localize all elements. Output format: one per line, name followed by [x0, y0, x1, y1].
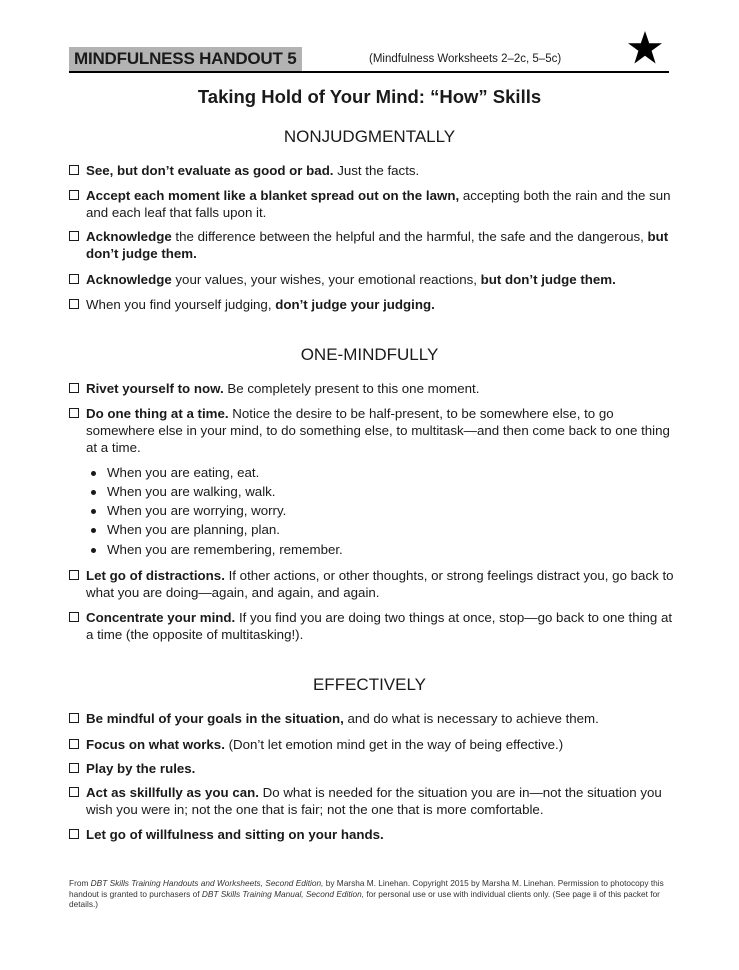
checklist-item: When you find yourself judging, don’t judge your judging.	[69, 296, 679, 313]
checklist-item: See, but don’t evaluate as good or bad. Just the facts.	[69, 162, 679, 179]
checkbox-icon	[69, 299, 79, 309]
page-title: Taking Hold of Your Mind: “How” Skills	[197, 86, 542, 107]
list-item: When you are remembering, remember.	[91, 541, 651, 558]
checkbox-icon	[69, 763, 79, 773]
checkbox-icon	[69, 383, 79, 393]
checkbox-icon	[69, 829, 79, 839]
checkbox-icon	[69, 231, 79, 241]
checklist-item: Rivet yourself to now. Be completely present to this one moment.	[69, 380, 679, 397]
bullet-icon	[91, 548, 96, 553]
worksheet-reference: (Mindfulness Worksheets 2–2c, 5–5c)	[369, 53, 562, 65]
checklist-item: Acknowledge your values, your wishes, your emotional reactions, but don’t judge them.	[69, 271, 679, 288]
checkbox-icon	[69, 408, 79, 418]
checklist-item: Play by the rules.	[69, 760, 679, 777]
handout-label: MINDFULNESS HANDOUT 5	[74, 49, 297, 68]
checklist-item: Accept each moment like a blanket spread out on the lawn, accepting both the rain and the sun and each leaf that falls upon it.	[69, 187, 679, 221]
checklist-item: Concentrate your mind. If you find you are doing two things at once, stop—go back to one thing at a time (the opposite of multitasking!).	[69, 609, 679, 643]
bullet-icon	[91, 490, 96, 495]
checkbox-icon	[69, 713, 79, 723]
list-item: When you are planning, plan.	[91, 521, 651, 538]
list-item: When you are walking, walk.	[91, 483, 651, 500]
checklist-item: Let go of distractions. If other actions, or other thoughts, or strong feelings distract you, go back to what you are doing—again, and again, and again.	[69, 567, 679, 601]
checklist-item: Do one thing at a time. Notice the desire to be half-present, to be somewhere else, to go somewhere else in your mind, to do something else, to multitask—and then come back to one thing at a time.	[69, 405, 679, 456]
bullet-icon	[91, 509, 96, 514]
copyright-footer: From DBT Skills Training Handouts and Worksheets, Second Edition, by Marsha M. Linehan. Copyright 2015 by Marsha M. Linehan. Permission to photocopy this handout is granted to purchasers of DBT Skills Training Manual, Second Edition, for personal use or use with individual clients only. (See page ii of this packet for details.)	[69, 878, 664, 909]
checkbox-icon	[69, 165, 79, 175]
checklist-item: Focus on what works. (Don’t let emotion mind get in the way of being effective.)	[69, 736, 679, 753]
handout-label-box	[69, 47, 302, 71]
checkbox-icon	[69, 612, 79, 622]
checklist-item: Acknowledge the difference between the helpful and the harmful, the safe and the dangerous, but don’t judge them.	[69, 228, 679, 262]
header-rule	[69, 71, 669, 73]
section-heading-effectively: EFFECTIVELY	[312, 675, 427, 694]
bullet-icon	[91, 528, 96, 533]
checklist-item: Act as skillfully as you can. Do what is needed for the situation you are in—not the situation you wish you were in; not the one that is fair; not the one that is more comfortable.	[69, 784, 679, 818]
checkbox-icon	[69, 274, 79, 284]
checklist-item: Let go of willfulness and sitting on your hands.	[69, 826, 679, 843]
list-item: When you are worrying, worry.	[91, 502, 651, 519]
checkbox-icon	[69, 739, 79, 749]
section-heading-nonjudgmentally: NONJUDGMENTALLY	[283, 127, 456, 146]
section-heading-one-mindfully: ONE-MINDFULLY	[300, 345, 439, 364]
star-icon	[627, 30, 663, 66]
checklist-item: Be mindful of your goals in the situation, and do what is necessary to achieve them.	[69, 710, 679, 727]
handout-header	[69, 47, 669, 73]
checkbox-icon	[69, 570, 79, 580]
checkbox-icon	[69, 787, 79, 797]
list-item: When you are eating, eat.	[91, 464, 651, 481]
checkbox-icon	[69, 190, 79, 200]
bullet-icon	[91, 471, 96, 476]
